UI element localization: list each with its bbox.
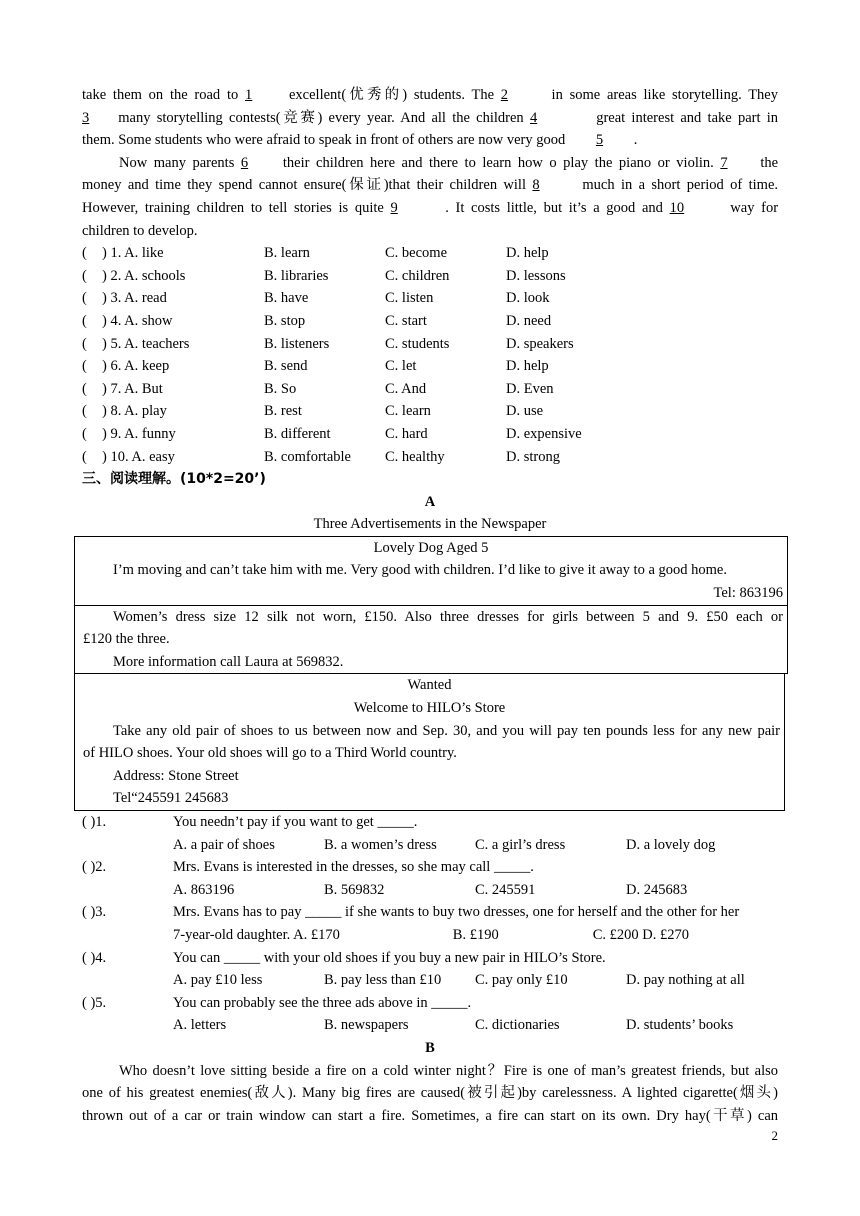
reading-questions xyxy=(82,811,778,1037)
page-number: 2 xyxy=(771,1128,778,1143)
option-b: B. comfortable xyxy=(264,448,351,465)
answer-paren[interactable]: ( xyxy=(82,245,87,262)
option-b: B. rest xyxy=(264,403,302,420)
blank-6: 6 xyxy=(240,154,249,171)
option-c: C. start xyxy=(385,312,427,329)
option-b: B. stop xyxy=(264,312,306,329)
passage-line-7: children to develop. xyxy=(82,222,198,239)
ads-title: Three Advertisements in the Newspaper xyxy=(313,516,547,533)
ad-shoes-title-2: Welcome to HILO’s Store xyxy=(353,700,506,717)
option-a: ) 2. A. schools xyxy=(102,267,186,284)
answer-paren[interactable]: ( xyxy=(82,403,87,420)
ad-dog-tel: Tel: 863196 xyxy=(713,585,783,602)
blank-1: 1 xyxy=(245,87,253,103)
option-b: B. libraries xyxy=(264,267,329,284)
question-4: ( )4. You can _____ with your old shoes if you buy a new pair in HILO’s Store. xyxy=(82,947,778,970)
option-c: C. let xyxy=(385,358,417,375)
page-content xyxy=(82,84,783,1127)
ad-shoes xyxy=(74,674,785,811)
question-2-options: A. 863196 B. 569832 C. 245591 D. 245683 xyxy=(173,881,688,898)
option-a: ) 6. A. keep xyxy=(102,358,170,375)
answer-paren[interactable]: ( xyxy=(82,380,87,397)
option-b: B. learn xyxy=(264,245,310,262)
answer-paren[interactable]: ( )5. xyxy=(82,994,107,1011)
blank-7: 7 xyxy=(720,154,728,171)
passage-b-line-3: thrown out of a car or train window can start a fire. Sometimes, a fire can start on its own. Dry hay(干草) can xyxy=(82,1107,778,1124)
blank-9: 9 xyxy=(390,199,398,216)
passage-line-1: take them on the road to 1 excellent(优秀的) students. The 2 in some areas like storytelling. They xyxy=(82,84,778,107)
passage-line-4: Now many parents 6 their children here and there to learn how o play the piano or violin. 7 the xyxy=(82,152,778,175)
blank-8: 8 xyxy=(532,177,540,194)
question-3: ( )3. Mrs. Evans has to pay _____ if she wants to buy two dresses, one for herself and the other for her xyxy=(82,901,778,924)
option-d: D. need xyxy=(506,312,552,329)
blank-10: 10 xyxy=(669,199,685,216)
answer-paren[interactable]: ( xyxy=(82,290,87,307)
option-a: ) 7. A. But xyxy=(102,380,163,397)
option-d: D. use xyxy=(506,403,544,420)
question-1-options: A. a pair of shoes B. a women’s dress C. a girl’s dress D. a lovely dog xyxy=(173,836,716,853)
cloze-option-row xyxy=(82,287,778,310)
option-c: C. listen xyxy=(385,290,434,307)
option-d: D. lessons xyxy=(506,267,566,284)
blank-4: 4 xyxy=(529,109,538,126)
answer-paren[interactable]: ( xyxy=(82,448,87,465)
ad-dress xyxy=(74,606,788,675)
option-c: C. And xyxy=(385,380,427,397)
answer-paren[interactable]: ( xyxy=(82,358,87,375)
cloze-options xyxy=(82,242,778,468)
cloze-option-row xyxy=(82,310,778,333)
answer-paren[interactable]: ( xyxy=(82,267,87,284)
question-1: ( )1. You needn’t pay if you want to get _____. xyxy=(82,811,778,834)
question-5-options: A. letters B. newspapers C. dictionaries D. students’ books xyxy=(173,1017,734,1034)
ad-shoes-title-1: Wanted xyxy=(407,677,452,694)
option-a: ) 5. A. teachers xyxy=(102,335,190,352)
passage-line-3: them. Some students who were afraid to speak in front of others are now very good 5 . xyxy=(82,129,778,152)
passage-line-2: 3 many storytelling contests(竞赛) every year. And all the children 4 great interest and take part in xyxy=(82,107,778,130)
answer-paren[interactable]: ( xyxy=(82,425,87,442)
section-heading: 三、阅读理解。(10*2=20’) xyxy=(82,471,266,488)
question-2: ( )2. Mrs. Evans is interested in the dresses, so she may call _____. xyxy=(82,856,778,879)
ad-dog-title: Lovely Dog Aged 5 xyxy=(373,539,489,556)
answer-paren[interactable]: ( )4. xyxy=(82,949,107,966)
answer-paren[interactable]: ( )2. xyxy=(82,859,107,876)
passage-b-line-1: Who doesn’t love sitting beside a fire on a cold winter night？Fire is one of man’s greatest friends, but also xyxy=(119,1062,778,1079)
passage-line-6: However, training children to tell stories is quite 9 . It costs little, but it’s a good and 10 way for xyxy=(82,197,778,220)
question-5: ( )5. You can probably see the three ads above in _____. xyxy=(82,992,778,1015)
ad-dress-body-2: £120 the three. xyxy=(83,631,170,648)
option-c: C. healthy xyxy=(385,448,445,465)
cloze-option-row xyxy=(82,446,778,469)
option-d: D. strong xyxy=(506,448,560,465)
option-c: C. learn xyxy=(385,403,431,420)
option-d: D. Even xyxy=(506,380,554,397)
cloze-option-row xyxy=(82,333,778,356)
option-b: B. have xyxy=(264,290,309,307)
ad-shoes-tel: Tel“245591 245683 xyxy=(113,790,229,807)
question-4-options: A. pay £10 less B. pay less than £10 C. pay only £10 D. pay nothing at all xyxy=(173,972,745,989)
option-c: C. become xyxy=(385,245,448,262)
option-d: D. help xyxy=(506,245,549,262)
cloze-option-row xyxy=(82,423,778,446)
option-c: C. students xyxy=(385,335,450,352)
answer-paren[interactable]: ( xyxy=(82,312,87,329)
answer-paren[interactable]: ( )3. xyxy=(82,904,107,921)
answer-paren[interactable]: ( xyxy=(82,335,87,352)
passage-line-5: money and time they spend cannot ensure(保证)that their children will 8 much in a short period of time. xyxy=(82,174,778,197)
option-d: D. look xyxy=(506,290,550,307)
option-b: B. So xyxy=(264,380,297,397)
option-d: D. speakers xyxy=(506,335,574,352)
option-a: ) 4. A. show xyxy=(102,312,173,329)
cloze-option-row xyxy=(82,355,778,378)
answer-paren[interactable]: ( )1. xyxy=(82,814,107,830)
option-a: ) 1. A. like xyxy=(102,245,164,262)
ad-dog xyxy=(74,536,788,606)
part-b-label: B xyxy=(425,1039,435,1056)
ad-dress-body-1: Women’s dress size 12 silk not worn, £150. Also three dresses for girls between 5 and 9. £50 each or xyxy=(113,608,783,625)
option-a: ) 8. A. play xyxy=(102,403,167,420)
option-a: ) 9. A. funny xyxy=(102,425,176,442)
cloze-option-row xyxy=(82,400,778,423)
part-a-label: A xyxy=(424,493,436,510)
option-a: ) 3. A. read xyxy=(102,290,167,307)
ad-dress-contact: More information call Laura at 569832. xyxy=(113,653,344,670)
ad-shoes-body-1: Take any old pair of shoes to us between now and Sep. 30, and you will pay ten pounds less for any new pair xyxy=(113,722,780,739)
ad-shoes-body-2: of HILO shoes. Your old shoes will go to a Third World country. xyxy=(83,745,457,762)
option-c: C. hard xyxy=(385,425,428,442)
blank-2: 2 xyxy=(500,87,509,103)
option-b: B. different xyxy=(264,425,331,442)
option-d: D. expensive xyxy=(506,425,582,442)
option-b: B. send xyxy=(264,358,308,375)
cloze-option-row xyxy=(82,242,778,265)
option-c: C. children xyxy=(385,267,450,284)
option-b: B. listeners xyxy=(264,335,330,352)
question-3-options: 7-year-old daughter. A. £170 B. £190 C. £200 D. £270 xyxy=(173,926,689,943)
ad-shoes-address: Address: Stone Street xyxy=(113,767,239,784)
cloze-option-row xyxy=(82,378,778,401)
blank-5: 5 xyxy=(595,132,604,149)
option-a: ) 10. A. easy xyxy=(102,448,175,465)
cloze-option-row xyxy=(82,265,778,288)
ad-dog-body: I’m moving and can’t take him with me. Very good with children. I’d like to give it away to a good home. xyxy=(113,562,727,579)
option-d: D. help xyxy=(506,358,549,375)
passage-b-line-2: one of his greatest enemies(敌人). Many big fires are caused(被引起)by carelessness. A lighted cigarette(烟头) xyxy=(82,1085,778,1102)
blank-3: 3 xyxy=(82,109,90,126)
